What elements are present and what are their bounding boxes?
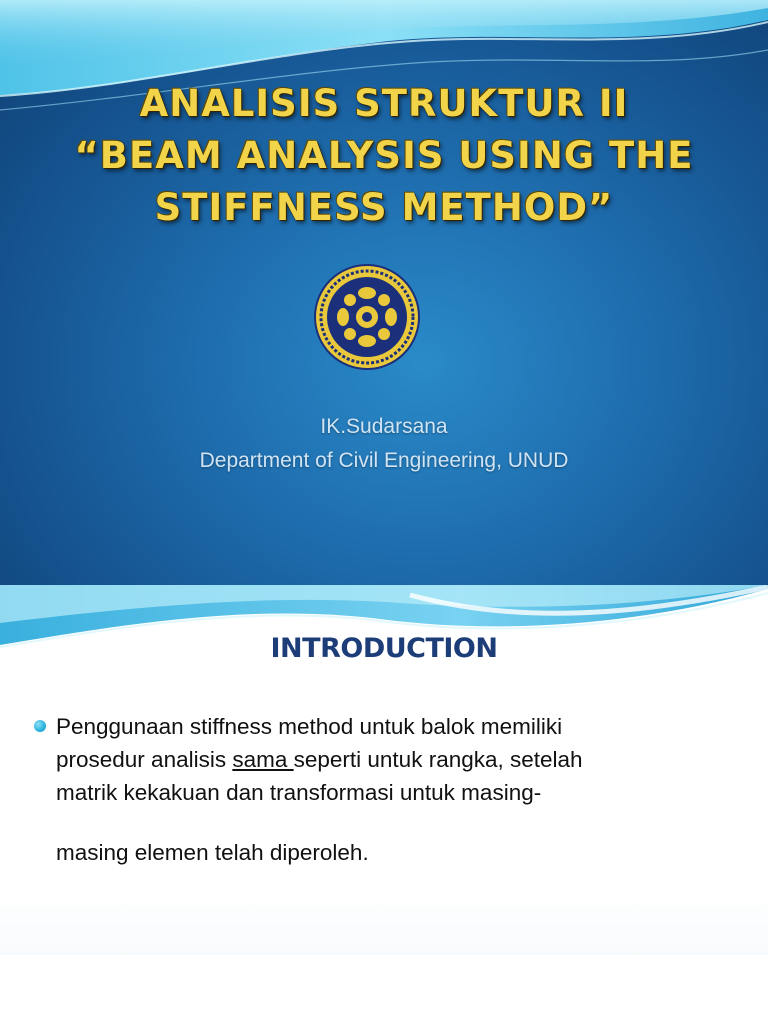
author-block xyxy=(0,410,768,478)
bullet-line-3: matrik kekakuan dan transformasi untuk masing- xyxy=(56,780,542,805)
title-line-3: STIFFNESS METHOD” xyxy=(154,186,614,229)
bullet-line-2-pre: prosedur analisis xyxy=(56,747,233,772)
title-line-1: ANALISIS STRUKTUR II xyxy=(139,82,629,125)
bullet-dot-icon xyxy=(34,720,46,732)
bullet-underlined-word: sama xyxy=(232,747,294,772)
faint-background-band xyxy=(0,905,768,955)
bullet-line-4: masing elemen telah diperoleh. xyxy=(56,840,369,865)
bullet-line-2 xyxy=(56,743,734,776)
introduction-slide xyxy=(0,585,768,1024)
bullet-line-1: Penggunaan stiffness method untuk balok memiliki xyxy=(56,714,563,739)
author-name: IK.Sudarsana xyxy=(320,415,448,438)
university-emblem-icon xyxy=(313,263,421,371)
bullet-list xyxy=(34,710,734,869)
bullet-line-2-post: seperti untuk rangka, setelah xyxy=(293,747,583,772)
title-line-2: “BEAM ANALYSIS USING THE xyxy=(74,134,694,177)
department-name: Department of Civil Engineering, UNUD xyxy=(199,449,569,472)
slide-heading: INTRODUCTION xyxy=(270,633,498,664)
slide-title xyxy=(0,78,768,234)
bullet-item xyxy=(34,710,734,869)
